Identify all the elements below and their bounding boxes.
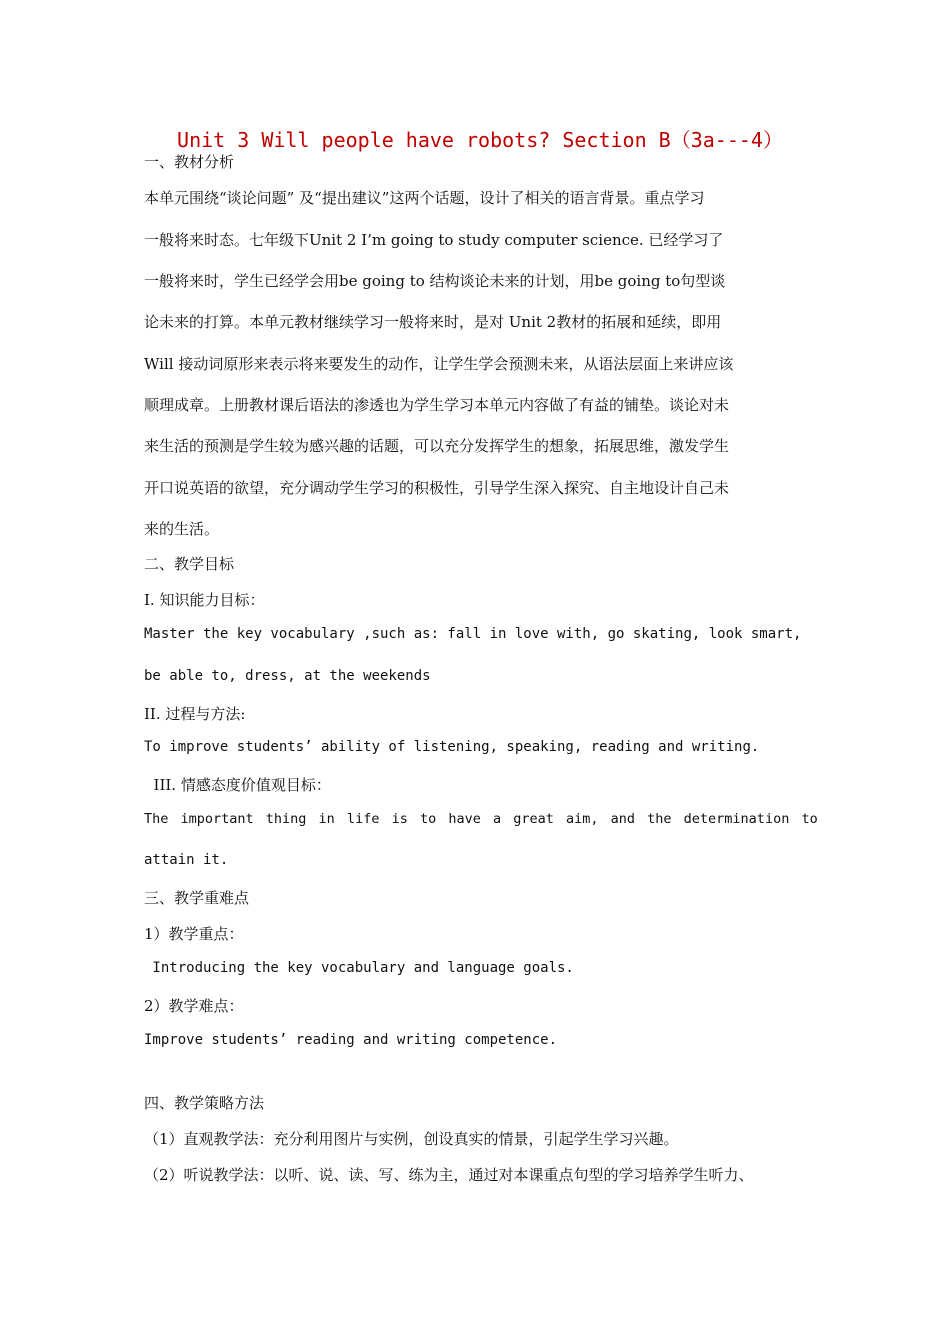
section-heading-key-difficult-points: 三、教学重难点 [144, 889, 250, 907]
list-item: （2）听说教学法：以听、说、读、写、练为主，通过对本课重点句型的学习培养学生听力、 [144, 1166, 754, 1184]
section-heading-teaching-strategies: 四、教学策略方法 [144, 1094, 265, 1112]
paragraph-line: be able to, dress, at the weekends [144, 668, 431, 684]
subheading-attitude-goals: III. 情感态度价值观目标： [144, 776, 331, 794]
paragraph-line: attain it. [144, 852, 229, 868]
subheading-key-points: 1）教学重点： [144, 925, 244, 943]
paragraph-line: Introducing the key vocabulary and language goals. [144, 960, 574, 976]
paragraph-line: 论未来的打算。本单元教材继续学习一般将来时，是对 Unit 2教材的拓展和延续，即用 [144, 313, 722, 331]
list-item: （1）直观教学法：充分利用图片与实例，创设真实的情景，引起学生学习兴趣。 [144, 1130, 679, 1148]
paragraph-line: Master the key vocabulary ,such as: fall in love with, go skating, look smart, [144, 626, 802, 642]
paragraph-line: 来生活的预测是学生较为感兴趣的话题，可以充分发挥学生的想象，拓展思维，激发学生 [144, 437, 730, 455]
paragraph-line: 一般将来时态。七年级下Unit 2 I’m going to study computer science. 已经学习了 [144, 231, 724, 249]
subheading-knowledge-goals: I. 知识能力目标： [144, 591, 265, 609]
paragraph-line: 开口说英语的欲望，充分调动学生学习的积极性，引导学生深入探究、自主地设计自己未 [144, 479, 730, 497]
paragraph-line: 一般将来时，学生已经学会用be going to 结构谈论未来的计划，用be going to句型谈 [144, 272, 726, 290]
section-heading-teaching-goals: 二、教学目标 [144, 555, 235, 573]
paragraph-line: 来的生活。 [144, 520, 220, 538]
subheading-difficult-points: 2）教学难点： [144, 997, 244, 1015]
paragraph-line: 本单元围绕“谈论问题” 及“提出建议”这两个话题，设计了相关的语言背景。重点学习 [144, 189, 705, 207]
paragraph-line: 顺理成章。上册教材课后语法的渗透也为学生学习本单元内容做了有益的铺垫。谈论对未 [144, 396, 730, 414]
document-title: Unit 3 Will people have robots? Section B（3a---4） [177, 128, 783, 152]
paragraph-line: To improve students’ ability of listening, speaking, reading and writing. [144, 739, 760, 755]
subheading-process-methods: II. 过程与方法: [144, 705, 246, 723]
paragraph-line: The important thing in life is to have a great aim, and the determination to [144, 811, 818, 827]
paragraph-line: Improve students’ reading and writing competence. [144, 1032, 558, 1048]
section-heading-textbook-analysis: 一、教材分析 [144, 153, 235, 171]
paragraph-line: Will 接动词原形来表示将来要发生的动作，让学生学会预测未来，从语法层面上来讲应该 [144, 355, 734, 373]
